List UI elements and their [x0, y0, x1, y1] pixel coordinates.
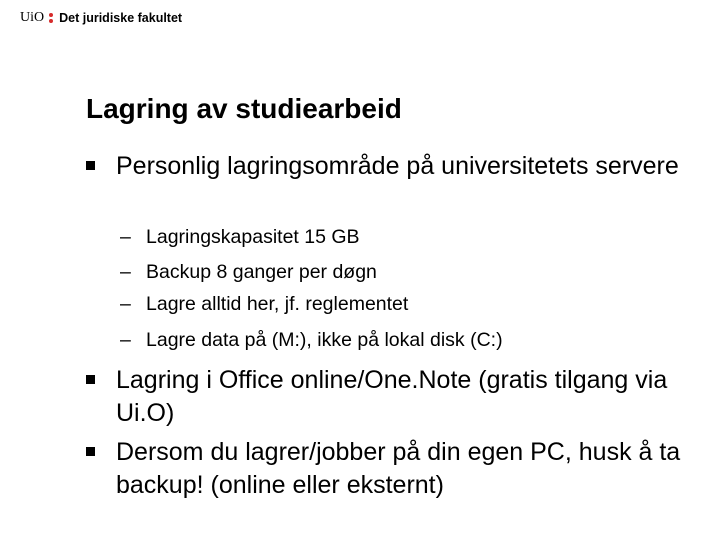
square-bullet-icon [86, 161, 95, 170]
dash-marker: – [120, 329, 131, 351]
slide-header [20, 10, 182, 26]
sub-bullet-item [120, 260, 700, 284]
dash-marker: – [120, 261, 131, 283]
slide-title: Lagring av studiearbeid [86, 93, 402, 124]
sub-bullet-item [120, 328, 700, 352]
bullet-text: Personlig lagringsområde på universitetets servere [116, 152, 679, 180]
bullet-item [86, 150, 706, 183]
bullet-text: Dersom du lagrer/jobber på din egen PC, husk å ta backup! (online eller eksternt) [116, 438, 681, 499]
bullet-item [86, 436, 706, 502]
dash-marker: – [120, 226, 131, 248]
sub-bullet-text: Backup 8 ganger per døgn [146, 261, 377, 283]
uio-logo: UiO [20, 10, 45, 25]
square-bullet-icon [86, 375, 95, 384]
square-bullet-icon [86, 447, 95, 456]
bullet-item [86, 364, 706, 430]
sub-bullet-item [120, 292, 700, 316]
uio-logo-dots-icon [49, 13, 53, 23]
sub-bullet-text: Lagre alltid her, jf. reglementet [146, 293, 409, 315]
faculty-name: Det juridiske fakultet [59, 11, 183, 25]
dash-marker: – [120, 293, 131, 315]
sub-bullet-item [120, 225, 700, 249]
sub-bullet-text: Lagre data på (M:), ikke på lokal disk (C:) [146, 329, 503, 351]
bullet-text: Lagring i Office online/One.Note (gratis tilgang via Ui.O) [116, 366, 668, 427]
sub-bullet-text: Lagringskapasitet 15 GB [146, 226, 360, 248]
